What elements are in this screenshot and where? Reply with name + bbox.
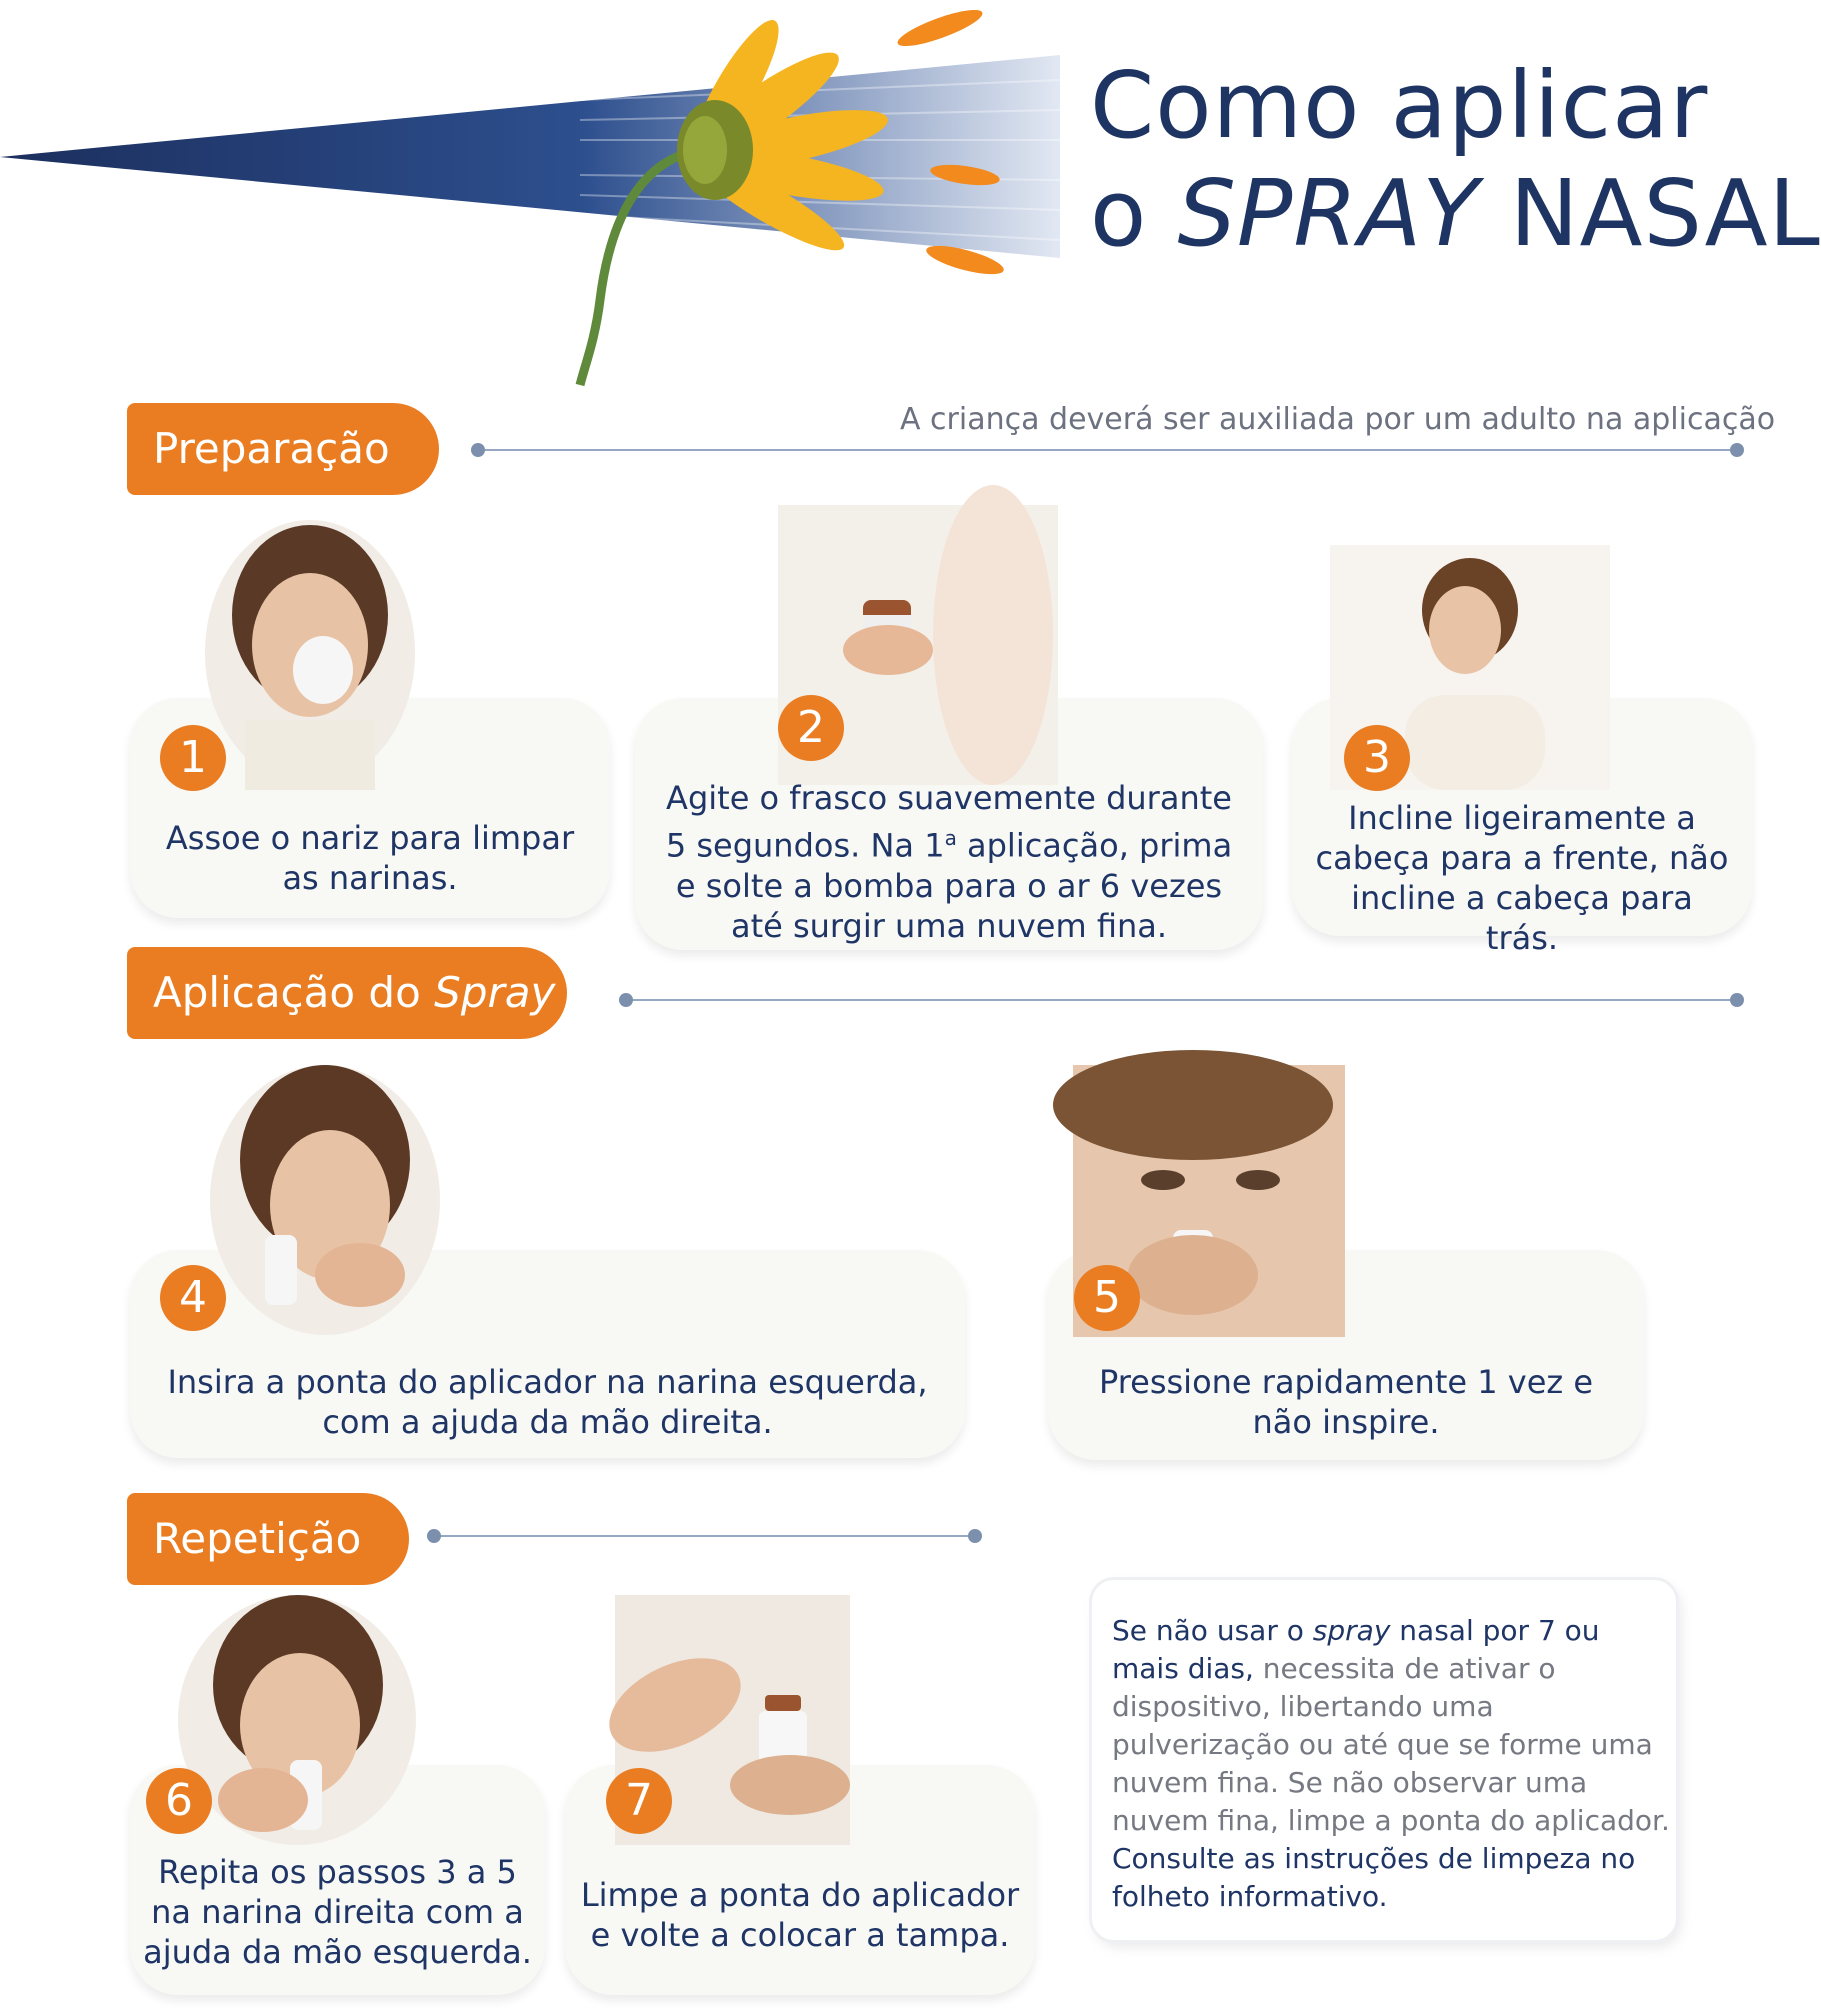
step-caption: Pressione rapidamente 1 vez e não inspire. [1098, 1363, 1594, 1441]
flower-banner-illustration [0, 0, 1080, 400]
step-number-badge: 1 [160, 725, 226, 791]
title-italic-word: SPRAY [1177, 160, 1480, 267]
step-number-badge: 5 [1074, 1265, 1140, 1331]
divider-dot [619, 993, 633, 1007]
woman-repeating-spray-photo [178, 1595, 416, 1845]
step-number-badge: 2 [778, 695, 844, 761]
step-caption: Incline ligeiramente a cabeça para a frente, não incline a cabeça para trás. [1315, 799, 1729, 957]
step-caption: Limpe a ponta do aplicador e volte a colocar a tampa. [580, 1876, 1020, 1954]
page-title-line-2 [1090, 160, 1821, 267]
reactivation-info-text: Se não usar o spray nasal por 7 ou mais dias, necessita de ativar o dispositivo, libertando uma pulverização ou até que se forme uma nuvem fina. Se não observar uma nuvem fina, limpe a ponta do aplicador. Consulte as instruções de limpeza no folheto informativo. [1112, 1614, 1670, 1913]
step-number-badge: 3 [1344, 725, 1410, 791]
step-caption: Assoe o nariz para limpar as narinas. [165, 819, 575, 897]
woman-inserting-applicator-photo [210, 1065, 440, 1335]
section-tab-repeticao: Repetição [127, 1493, 409, 1585]
page-title-line-1: Como aplicar [1090, 52, 1709, 159]
step-caption: Repita os passos 3 a 5 na narina direita com a ajuda da mão esquerda. [143, 1853, 532, 1971]
divider-dot [968, 1529, 982, 1543]
title-prefix: o [1090, 160, 1178, 267]
supervision-note: A criança deverá ser auxiliada por um adulto na aplicação [900, 402, 1776, 437]
section-divider-line [626, 999, 1736, 1001]
divider-dot [1730, 993, 1744, 1007]
step-number-badge: 6 [146, 1768, 212, 1834]
divider-dot [427, 1529, 441, 1543]
section-tab-preparacao: Preparação [127, 403, 439, 495]
section-divider-line [434, 1535, 974, 1537]
section-divider-line [478, 449, 1736, 451]
step-number-badge: 7 [606, 1768, 672, 1834]
section-tab-aplicacao: Aplicação do Spray [127, 947, 567, 1039]
title-suffix: NASAL [1479, 160, 1821, 267]
step-number-badge: 4 [160, 1265, 226, 1331]
step-caption: Agite o frasco suavemente durante 5 segundos. Na 1$^a$ aplicação, prima e solte a bomba para o ar 6 vezes até surgir uma nuvem fina. [665, 779, 1233, 945]
divider-dot [471, 443, 485, 457]
step-caption: Insira a ponta do aplicador na narina esquerda, com a ajuda da mão direita. [167, 1363, 928, 1441]
divider-dot [1730, 443, 1744, 457]
woman-blowing-nose-photo [205, 520, 415, 785]
